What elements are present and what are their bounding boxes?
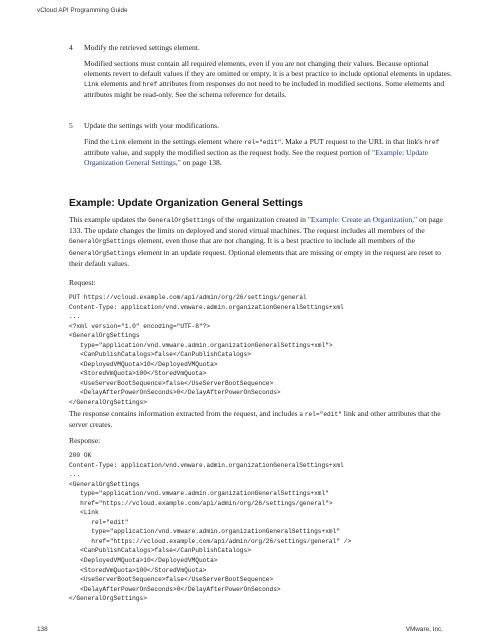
text-run: . Make a PUT request to the URL in that link's bbox=[281, 137, 425, 146]
section-intro bbox=[69, 215, 444, 269]
step-body bbox=[84, 137, 454, 168]
step-number: 4 bbox=[69, 43, 73, 52]
text-run: of the organization created in bbox=[215, 215, 308, 224]
step-title: Modify the retrieved settings element. bbox=[84, 43, 200, 52]
text-run: attribute value, and supply the modified section as the request body. See the request portion of bbox=[84, 148, 372, 157]
code-term: href bbox=[424, 139, 440, 146]
code-term: GeneralOrgSettings bbox=[69, 249, 136, 257]
text-run: element in the settings element where bbox=[125, 137, 245, 146]
page-number: 138 bbox=[37, 626, 48, 633]
text-run: This example updates the bbox=[69, 215, 149, 224]
step-number: 5 bbox=[69, 121, 73, 130]
text-run: elements and bbox=[98, 79, 143, 88]
step-title: Update the settings with your modifications. bbox=[84, 121, 219, 130]
footer-company: VMware, Inc. bbox=[405, 626, 443, 633]
step-body bbox=[84, 59, 454, 100]
xref-link[interactable]: "Example: Update Organization General Settings," bbox=[84, 148, 429, 167]
text-run: element in an update request. Optional elements that are missing or empty in the request are reset to their default values. bbox=[69, 247, 441, 268]
text-run: The response contains information extracted from the request, and includes a bbox=[69, 409, 305, 418]
code-term: rel="edit" bbox=[304, 411, 342, 418]
text-run: Find the bbox=[84, 137, 112, 146]
running-header: vCloud API Programming Guide bbox=[37, 7, 128, 14]
request-label: Request: bbox=[69, 278, 96, 287]
code-term: GeneralOrgSettings bbox=[148, 217, 216, 224]
text-run: link and other attributes that the server creates. bbox=[69, 409, 441, 430]
text-run: element, even those that are not changing. It is a best practice to include all members of the bbox=[135, 236, 416, 246]
response-label: Response: bbox=[69, 436, 101, 445]
xref-link[interactable]: "Example: Create an Organization," bbox=[307, 215, 418, 224]
code-term: Link bbox=[84, 81, 99, 88]
code-term: href bbox=[142, 81, 158, 88]
text-run: on page 138. bbox=[180, 158, 222, 167]
response-intro bbox=[69, 409, 444, 430]
text-run: on page 133. The update changes the limits on deployed and stored virtual machines. The request includes all members of the bbox=[69, 215, 443, 236]
code-term: GeneralOrgSettings bbox=[69, 238, 136, 246]
code-term: Link bbox=[111, 139, 126, 146]
request-code-block: PUT https://vcloud.example.com/api/admin/org/26/settings/general Content-Type: application/vnd.vmware.admin.organizationGeneralSettings+xml ... <?xml version="1.0" encoding="UTF-8"?> <GeneralOrgSettings type="application/vnd.vmware.admin.organizationGeneralSettings+xml"> <CanPublishCatalogs>false</CanPublishCatalogs> <DeployedVMQuota>10</DeployedVMQuota> <StoredVmQuota>100</StoredVmQuota> <UseServerBootSequence>false</UseServerBootSequence> <DelayAfterPowerOnSeconds>0</DelayAfterPowerOnSeconds> </GeneralOrgSettings> bbox=[69, 294, 344, 407]
section-title: Example: Update Organization General Settings bbox=[69, 198, 304, 209]
response-code-block: 200 OK Content-Type: application/vnd.vmware.admin.organizationGeneralSettings+xml ... <GeneralOrgSettings type="application/vnd.vmware.admin.organizationGeneralSettings+xml" href="https://vcloud.example.com/api/admin/org/26/settings/general"> <Link rel="edit" type="application/vnd.vmware.admin.organizationGeneralSettings+xml" href="https://vcloud.example.com/api/admin/org/26/settings/general" /> <CanPublishCatalogs>false</CanPublishCatalogs> <DeployedVMQuota>10</DeployedVMQuota> <StoredVmQuota>100</StoredVmQuota> <UseServerBootSequence>false</UseServerBootSequence> <DelayAfterPowerOnSeconds>0</DelayAfterPowerOnSeconds> </GeneralOrgSettings> bbox=[69, 452, 352, 603]
text-run: attributes from responses do not need to be included in modified sections. Some elements and attributes might be read-only. See the schema reference for details. bbox=[84, 79, 445, 99]
text-run: Modified sections must contain all required elements, even if you are not changing their values. Because optional elements revert to default values if they are omitted or empty, it is a best practice to include optional elements in updates. bbox=[84, 59, 452, 78]
code-term: rel="edit" bbox=[244, 139, 282, 146]
